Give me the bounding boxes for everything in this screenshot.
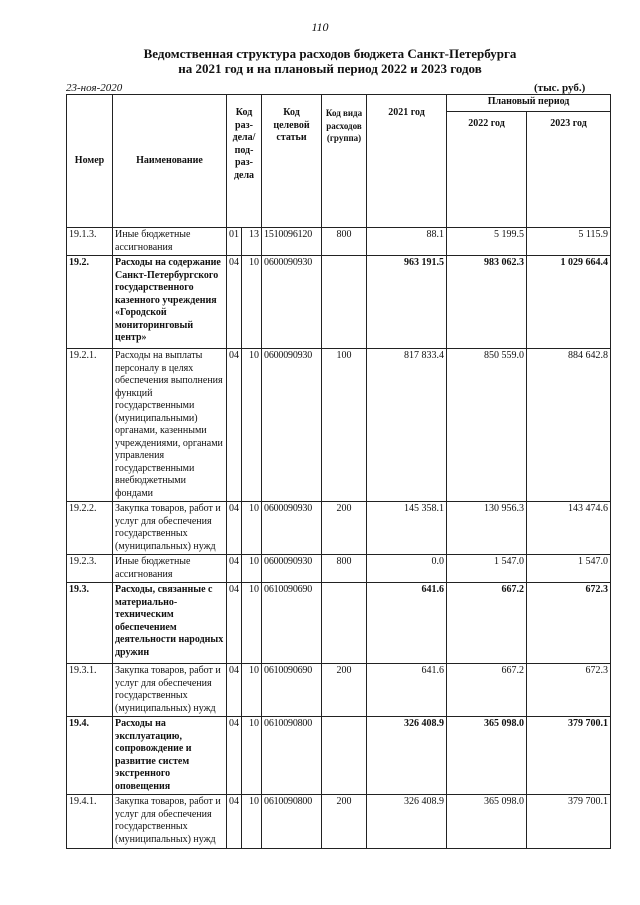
row-target-code: 0600090930 bbox=[262, 349, 322, 502]
row-subsection-code: 10 bbox=[242, 664, 262, 717]
row-amount-2021: 326 408.9 bbox=[367, 717, 447, 795]
row-subsection-code: 13 bbox=[242, 228, 262, 256]
row-amount-2023: 884 642.8 bbox=[527, 349, 611, 502]
row-amount-2023: 1 029 664.4 bbox=[527, 256, 611, 349]
table-row bbox=[67, 555, 611, 583]
row-expense-type bbox=[322, 256, 367, 349]
row-amount-2023: 5 115.9 bbox=[527, 228, 611, 256]
row-subsection-code: 10 bbox=[242, 717, 262, 795]
row-number: 19.2.2. bbox=[67, 502, 113, 555]
row-section-code: 01 bbox=[227, 228, 242, 256]
row-amount-2021: 641.6 bbox=[367, 583, 447, 664]
title-line-2: на 2021 год и на плановый период 2022 и 2023 годов bbox=[178, 61, 482, 76]
row-name: Закупка товаров, работ и услуг для обеспечения государственных (муниципальных) нужд bbox=[113, 664, 227, 717]
row-section-code: 04 bbox=[227, 795, 242, 849]
table-row bbox=[67, 664, 611, 717]
row-number: 19.2.1. bbox=[67, 349, 113, 502]
row-target-code: 0600090930 bbox=[262, 555, 322, 583]
row-target-code: 1510096120 bbox=[262, 228, 322, 256]
header-expense-type-code: Код вида расходов (группа) bbox=[322, 95, 367, 228]
title-line-1: Ведомственная структура расходов бюджета Санкт-Петербурга bbox=[143, 46, 517, 61]
row-name: Расходы на выплаты персоналу в целях обеспечения выполнения функций государственными (муниципальными) органами, казенными учреждениями, органами управления государственными внебюджетными фондами bbox=[113, 349, 227, 502]
table-body bbox=[67, 228, 611, 849]
table-row bbox=[67, 349, 611, 502]
row-name: Расходы на содержание Санкт-Петербургского государственного казенного учреждения «Городской мониторинговый центр» bbox=[113, 256, 227, 349]
row-section-code: 04 bbox=[227, 349, 242, 502]
row-number: 19.3. bbox=[67, 583, 113, 664]
units-label: (тыс. руб.) bbox=[534, 82, 586, 94]
row-amount-2021: 641.6 bbox=[367, 664, 447, 717]
header-year-2022: 2022 год bbox=[447, 112, 527, 228]
row-amount-2021: 145 358.1 bbox=[367, 502, 447, 555]
row-amount-2021: 0.0 bbox=[367, 555, 447, 583]
row-amount-2023: 379 700.1 bbox=[527, 717, 611, 795]
header-planning-period: Плановый период bbox=[447, 95, 611, 112]
table-row bbox=[67, 583, 611, 664]
row-amount-2022: 850 559.0 bbox=[447, 349, 527, 502]
row-name: Закупка товаров, работ и услуг для обеспечения государственных (муниципальных) нужд bbox=[113, 502, 227, 555]
row-subsection-code: 10 bbox=[242, 583, 262, 664]
table-row bbox=[67, 228, 611, 256]
row-target-code: 0600090930 bbox=[262, 502, 322, 555]
row-number: 19.2. bbox=[67, 256, 113, 349]
row-amount-2022: 365 098.0 bbox=[447, 795, 527, 849]
row-amount-2023: 143 474.6 bbox=[527, 502, 611, 555]
row-name: Расходы, связанные с материально-техническим обеспечением деятельности народных дружин bbox=[113, 583, 227, 664]
row-name: Закупка товаров, работ и услуг для обеспечения государственных (муниципальных) нужд bbox=[113, 795, 227, 849]
row-target-code: 0610090800 bbox=[262, 717, 322, 795]
row-section-code: 04 bbox=[227, 664, 242, 717]
row-amount-2022: 365 098.0 bbox=[447, 717, 527, 795]
row-name: Иные бюджетные ассигнования bbox=[113, 228, 227, 256]
row-target-code: 0600090930 bbox=[262, 256, 322, 349]
row-section-code: 04 bbox=[227, 256, 242, 349]
table-row bbox=[67, 795, 611, 849]
row-expense-type bbox=[322, 717, 367, 795]
row-expense-type bbox=[322, 583, 367, 664]
header-target-code: Код целевой статьи bbox=[262, 95, 322, 228]
row-amount-2022: 130 956.3 bbox=[447, 502, 527, 555]
row-subsection-code: 10 bbox=[242, 256, 262, 349]
row-target-code: 0610090690 bbox=[262, 664, 322, 717]
document-date: 23-ноя-2020 bbox=[66, 82, 123, 94]
header-year-2021: 2021 год bbox=[367, 95, 447, 228]
page-number: 110 bbox=[311, 20, 329, 34]
row-amount-2022: 5 199.5 bbox=[447, 228, 527, 256]
row-amount-2023: 379 700.1 bbox=[527, 795, 611, 849]
row-amount-2022: 1 547.0 bbox=[447, 555, 527, 583]
row-number: 19.4.1. bbox=[67, 795, 113, 849]
table-row bbox=[67, 717, 611, 795]
table-row bbox=[67, 256, 611, 349]
header-number: Номер bbox=[67, 95, 113, 228]
row-number: 19.2.3. bbox=[67, 555, 113, 583]
row-subsection-code: 10 bbox=[242, 555, 262, 583]
row-expense-type: 200 bbox=[322, 664, 367, 717]
row-target-code: 0610090800 bbox=[262, 795, 322, 849]
row-expense-type: 200 bbox=[322, 795, 367, 849]
row-amount-2022: 667.2 bbox=[447, 583, 527, 664]
row-target-code: 0610090690 bbox=[262, 583, 322, 664]
row-amount-2021: 963 191.5 bbox=[367, 256, 447, 349]
row-expense-type: 200 bbox=[322, 502, 367, 555]
row-amount-2023: 1 547.0 bbox=[527, 555, 611, 583]
document-title bbox=[60, 46, 600, 76]
row-amount-2021: 88.1 bbox=[367, 228, 447, 256]
row-subsection-code: 10 bbox=[242, 795, 262, 849]
row-section-code: 04 bbox=[227, 555, 242, 583]
row-amount-2021: 326 408.9 bbox=[367, 795, 447, 849]
header-section-code: Код раз-дела/ под-раз-дела bbox=[227, 95, 262, 228]
row-amount-2021: 817 833.4 bbox=[367, 349, 447, 502]
row-subsection-code: 10 bbox=[242, 349, 262, 502]
row-name: Иные бюджетные ассигнования bbox=[113, 555, 227, 583]
row-number: 19.4. bbox=[67, 717, 113, 795]
budget-table bbox=[66, 94, 611, 849]
header-name: Наименование bbox=[113, 95, 227, 228]
row-number: 19.1.3. bbox=[67, 228, 113, 256]
row-section-code: 04 bbox=[227, 502, 242, 555]
row-amount-2023: 672.3 bbox=[527, 583, 611, 664]
row-name: Расходы на эксплуатацию, сопровождение и развитие систем экстренного оповещения bbox=[113, 717, 227, 795]
row-expense-type: 100 bbox=[322, 349, 367, 502]
row-section-code: 04 bbox=[227, 717, 242, 795]
row-subsection-code: 10 bbox=[242, 502, 262, 555]
header-year-2023: 2023 год bbox=[527, 112, 611, 228]
row-amount-2023: 672.3 bbox=[527, 664, 611, 717]
table-row bbox=[67, 502, 611, 555]
row-number: 19.3.1. bbox=[67, 664, 113, 717]
row-section-code: 04 bbox=[227, 583, 242, 664]
row-expense-type: 800 bbox=[322, 555, 367, 583]
row-amount-2022: 983 062.3 bbox=[447, 256, 527, 349]
row-amount-2022: 667.2 bbox=[447, 664, 527, 717]
row-expense-type: 800 bbox=[322, 228, 367, 256]
